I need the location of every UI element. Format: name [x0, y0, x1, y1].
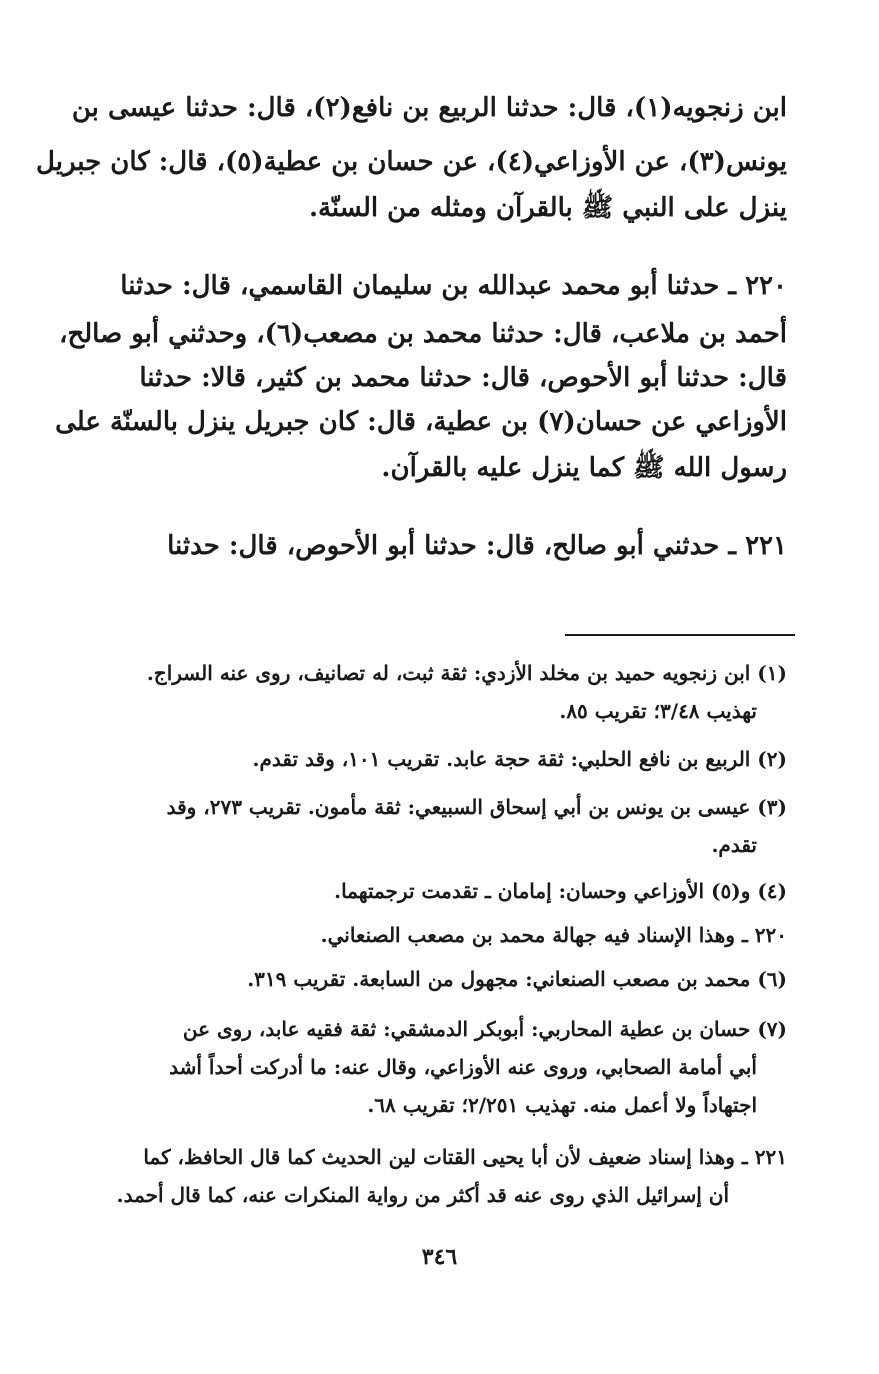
footnote-line: تهذيب ٣/٤٨؛ تقريب ٨٥.	[559, 699, 757, 723]
hadith-220-line: أحمد بن ملاعب، قال: حدثنا محمد بن مصعب(٦)، وحدثني أبو صالح،	[59, 319, 787, 349]
footnote-line: (٤) و(٥) الأوزاعي وحسان: إمامان ـ تقدمت ترجمتهما.	[334, 879, 787, 903]
hadith-220-line: قال: حدثنا أبو الأحوص، قال: حدثنا محمد بن كثير، قالا: حدثنا	[139, 363, 787, 393]
hadith-220-line: رسول الله ﷺ كما ينزل عليه بالقرآن.	[381, 453, 787, 483]
hadith-220-line: ٢٢٠ ـ حدثنا أبو محمد عبدالله بن سليمان القاسمي، قال: حدثنا	[120, 271, 787, 301]
body-line: ابن زنجويه(١)، قال: حدثنا الربيع بن نافع(٢)، قال: حدثنا عيسى بن	[71, 93, 787, 123]
footnote-line: تقدم.	[711, 833, 757, 857]
hadith-220-line: الأوزاعي عن حسان(٧) بن عطية، قال: كان جبريل ينزل بالسنّة على	[55, 407, 787, 437]
footnote-line: (٣) عيسى بن يونس بن أبي إسحاق السبيعي: ثقة مأمون. تقريب ٢٧٣، وقد	[166, 795, 787, 819]
footnote-line: (٢) الربيع بن نافع الحلبي: ثقة حجة عابد. تقريب ١٠١، وقد تقدم.	[252, 747, 787, 771]
footnote-separator	[565, 634, 795, 636]
body-line: ينزل على النبي ﷺ بالقرآن ومثله من السنّة.	[308, 193, 787, 223]
hadith-221-line: ٢٢١ ـ حدثني أبو صالح، قال: حدثنا أبو الأحوص، قال: حدثنا	[167, 531, 787, 561]
page-number: ٣٤٦	[421, 1244, 458, 1270]
body-line: يونس(٣)، عن الأوزاعي(٤)، عن حسان بن عطية(٥)، قال: كان جبريل	[36, 147, 787, 177]
footnote-line: (٦) محمد بن مصعب الصنعاني: مجهول من السابعة. تقريب ٣١٩.	[247, 967, 787, 991]
footnote-line: ٢٢٠ ـ وهذا الإسناد فيه جهالة محمد بن مصعب الصنعاني.	[320, 923, 787, 947]
footnote-line: أبي أمامة الصحابي، وروى عنه الأوزاعي، وقال عنه: ما أدركت أحداً أشد	[169, 1055, 757, 1079]
footnote-line: اجتهاداً ولا أعمل منه. تهذيب ٢/٢٥١؛ تقريب ٦٨.	[367, 1093, 757, 1117]
footnote-line: (١) ابن زنجويه حميد بن مخلد الأزدي: ثقة ثبت، له تصانيف، روى عنه السراج.	[146, 661, 787, 685]
footnote-line: ٢٢١ ـ وهذا إسناد ضعيف لأن أبا يحيى القتات لين الحديث كما قال الحافظ، كما	[143, 1145, 787, 1169]
footnote-line: أن إسرائيل الذي روى عنه قد أكثر من رواية المنكرات عنه، كما قال أحمد.	[116, 1183, 729, 1207]
footnote-line: (٧) حسان بن عطية المحاربي: أبوبكر الدمشقي: ثقة فقيه عابد، روى عن	[182, 1017, 787, 1041]
